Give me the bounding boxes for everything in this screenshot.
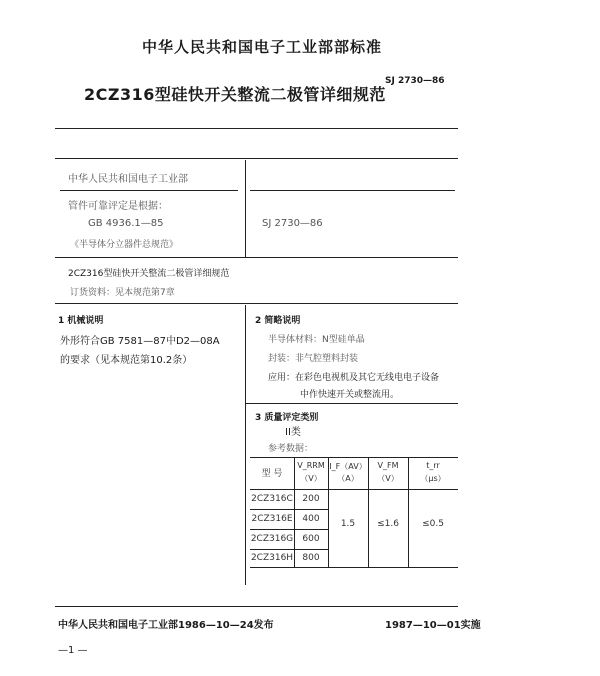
section2-application-1: 应用：在彩色电视机及其它无线电电子设备 [268, 373, 440, 383]
info-box-divider [245, 160, 246, 257]
info-box-right-row-divider [250, 190, 455, 191]
table-row-divider-2 [250, 529, 328, 530]
section3-ref-label: 参考数据： [268, 444, 314, 454]
section1-line1: 外形符合GB 7581—87中D2—08A [60, 336, 220, 347]
info-box-row-divider [60, 190, 238, 191]
header-vfm-unit: （V） [377, 474, 399, 483]
ministry-standard-heading: 中华人民共和国电子工业部部标准 [142, 38, 383, 56]
row-model: 2CZ316C [251, 494, 293, 504]
header-vfm: V_FM [377, 461, 399, 470]
header-vrrm-unit: （V） [300, 474, 322, 483]
standard-code: SJ 2730—86 [385, 76, 445, 86]
section2-heading: 2 简略说明 [255, 316, 301, 326]
row-vrrm: 200 [302, 494, 320, 504]
header-if: I_F（AV） [329, 462, 367, 471]
order-info: 订货资料：见本规范第7章 [70, 288, 175, 298]
section3-class: II类 [285, 427, 301, 438]
spec-name: 2CZ316型硅快开关整流二极管详细规范 [68, 269, 230, 279]
section3-top-rule [246, 403, 458, 404]
section1-heading: 1 机械说明 [58, 316, 104, 326]
info-org: 中华人民共和国电子工业部 [68, 174, 188, 185]
section2-application-2: 中作快速开关或整流用。 [300, 390, 400, 400]
info-box-bottom-rule [55, 257, 458, 258]
sections-top-rule [55, 303, 458, 304]
top-rule [55, 128, 458, 129]
header-trr-unit: （μs） [420, 474, 446, 483]
section3-heading: 3 质量评定类别 [255, 413, 319, 423]
table-header-border [250, 489, 458, 490]
table-bottom-border [250, 567, 458, 568]
row-model: 2CZ316H [250, 553, 294, 563]
section1-line2: 的要求（见本规范第10.2条） [60, 355, 193, 366]
reference-data-table [250, 457, 458, 567]
header-trr: t_rr [426, 461, 440, 470]
table-row-divider-3 [250, 549, 328, 550]
row-vrrm: 400 [302, 514, 320, 524]
info-basis-code: GB 4936.1—85 [88, 218, 164, 229]
header-vrrm: V_RRM [297, 461, 325, 470]
header-if-unit: （A） [337, 474, 359, 483]
section2-package: 封装：非气腔塑料封装 [268, 354, 359, 364]
row-model: 2CZ316E [251, 514, 293, 524]
info-right-code: SJ 2730—86 [262, 218, 323, 229]
document-title: 2CZ316型硅快开关整流二极管详细规范 [84, 85, 386, 104]
row-vrrm: 600 [302, 534, 320, 544]
footer-rule [55, 606, 458, 607]
row-model: 2CZ316G [250, 534, 294, 544]
table-row-divider-1 [250, 509, 328, 510]
trr-value: ≤0.5 [422, 519, 444, 529]
header-model: 型 号 [261, 469, 283, 479]
section2-material: 半导体材料：N型硅单晶 [268, 335, 365, 345]
info-basis-label: 管件可靠评定是根据： [68, 201, 168, 212]
effective-date: 1987—10—01实施 [385, 620, 481, 631]
sections-divider [245, 305, 246, 585]
table-top-border [250, 457, 458, 458]
if-value: 1.5 [340, 519, 356, 529]
info-box-top-rule [55, 158, 458, 159]
info-basis-title: 《半导体分立器件总规范》 [70, 240, 179, 250]
vfm-value: ≤1.6 [377, 519, 399, 529]
issued-date: 中华人民共和国电子工业部1986—10—24发布 [58, 620, 274, 631]
row-vrrm: 800 [302, 553, 320, 563]
page-number: —1 — [58, 645, 88, 656]
